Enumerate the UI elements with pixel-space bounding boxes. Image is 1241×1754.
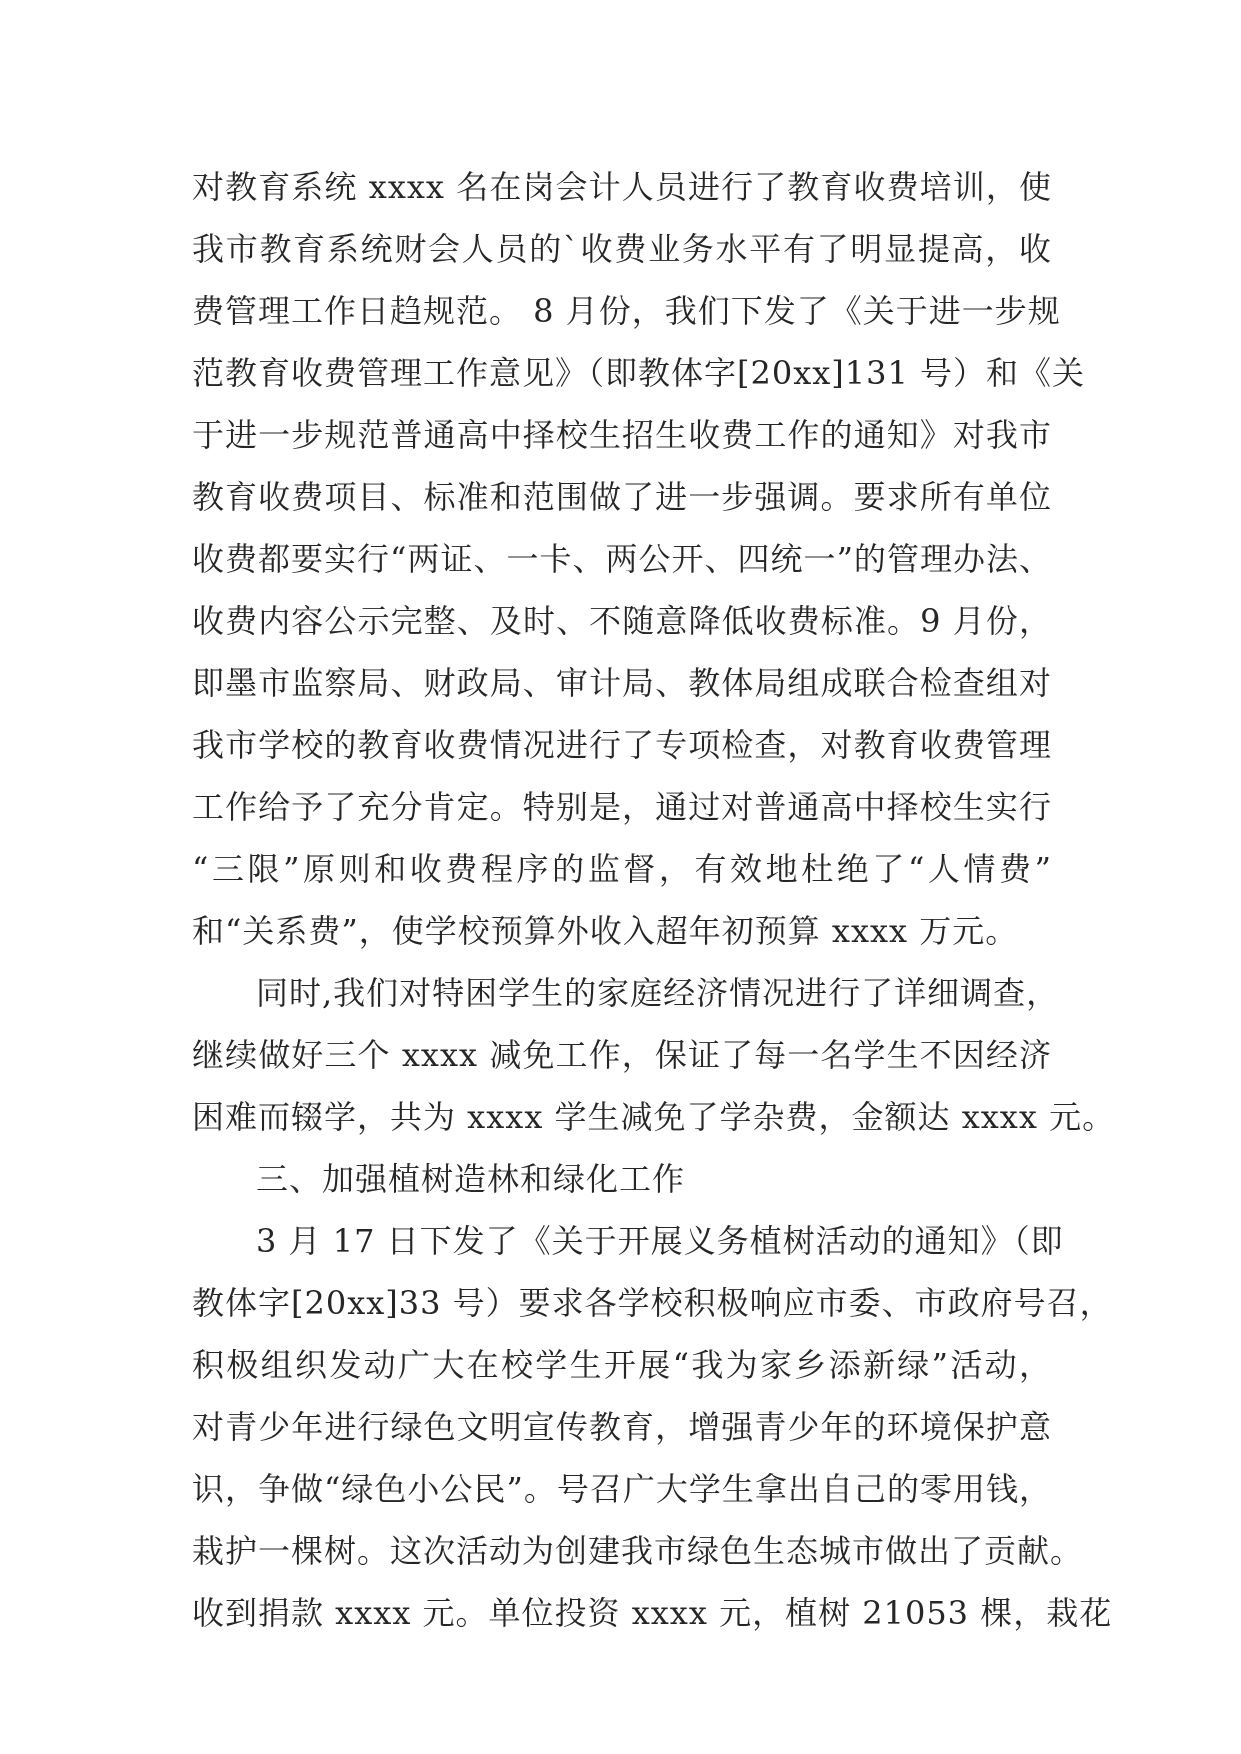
text-line: 教体字[20xx]33 号）要求各学校积极响应市委、市政府号召，: [192, 1284, 1113, 1322]
text-line: 收费内容公示完整、及时、不随意降低收费标准。9 月份，: [192, 602, 1052, 640]
paragraph-fee-management: [192, 156, 1086, 962]
text-line: 收费都要实行“两证、一卡、两公开、四统一”的管理办法、: [192, 540, 1052, 578]
paragraph-tree-planting: [192, 1210, 1113, 1644]
text-line: 积极组织发动广大在校学生开展“我为家乡添新绿”活动，: [192, 1346, 1052, 1384]
text-line: 我市学校的教育收费情况进行了专项检查，对教育收费管理: [192, 726, 1052, 764]
text-line: 对青少年进行绿色文明宣传教育，增强青少年的环境保护意: [192, 1408, 1052, 1446]
text-line: 栽护一棵树。这次活动为创建我市绿色生态城市做出了贡献。: [192, 1532, 1084, 1570]
section-heading-text: 三、加强植树造林和绿化工作: [256, 1160, 686, 1198]
text-line: 于进一步规范普通高中择校生招生收费工作的通知》对我市: [192, 416, 1052, 454]
paragraph-student-aid: [192, 962, 1116, 1148]
text-line: 即墨市监察局、财政局、审计局、教体局组成联合检查组对: [192, 664, 1052, 702]
text-line: “三限”原则和收费程序的监督，有效地杜绝了“人情费”: [192, 850, 1052, 888]
text-line: 继续做好三个 xxxx 减免工作，保证了每一名学生不因经济: [192, 1036, 1052, 1074]
text-line: 困难而辍学，共为 xxxx 学生减免了学杂费，金额达 xxxx 元。: [192, 1098, 1116, 1136]
text-line: 同时,我们对特困学生的家庭经济情况进行了详细调查，: [256, 974, 1060, 1012]
text-line: 范教育收费管理工作意见》（即教体字[20xx]131 号）和《关: [192, 354, 1086, 392]
document-body: [192, 156, 1116, 1644]
text-line: 识，争做“绿色小公民”。号召广大学生拿出自己的零用钱，: [192, 1470, 1052, 1508]
text-line: 费管理工作日趋规范。 8 月份，我们下发了《关于进一步规: [192, 292, 1061, 330]
text-line: 对教育系统 xxxx 名在岗会计人员进行了教育收费培训，使: [192, 168, 1052, 206]
text-line: 和“关系费”，使学校预算外收入超年初预算 xxxx 万元。: [192, 912, 1019, 950]
text-line: 我市教育系统财会人员的`收费业务水平有了明显提高，收: [192, 230, 1052, 268]
text-line: 工作给予了充分肯定。特别是，通过对普通高中择校生实行: [192, 788, 1052, 826]
text-line: 3 月 17 日下发了《关于开展义务植树活动的通知》（即: [256, 1222, 1064, 1260]
section-heading: [192, 1148, 1052, 1210]
text-line: 收到捐款 xxxx 元。单位投资 xxxx 元，植树 21053 棵，栽花: [192, 1594, 1113, 1632]
text-line: 教育收费项目、标准和范围做了进一步强调。要求所有单位: [192, 478, 1052, 516]
